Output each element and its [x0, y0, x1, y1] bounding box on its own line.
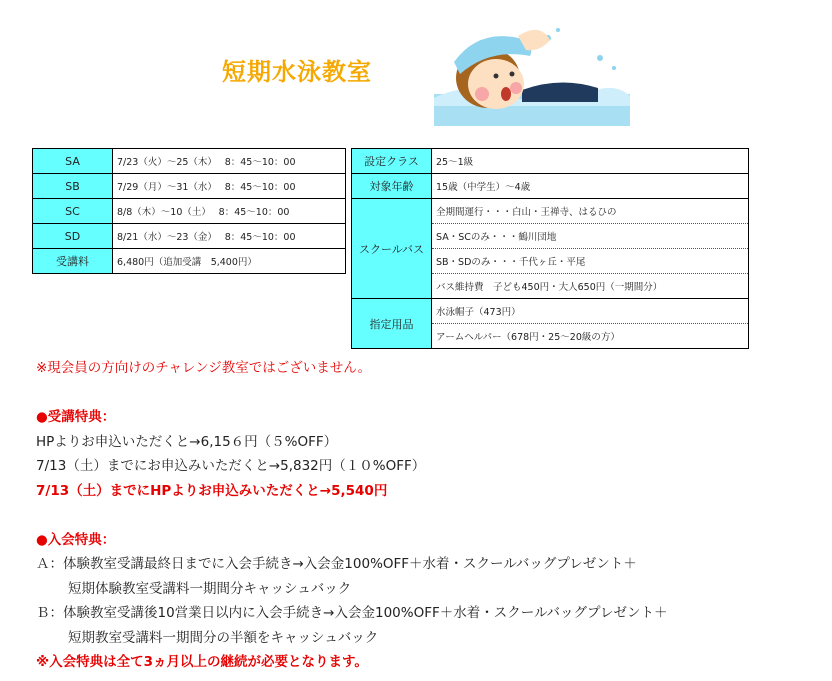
session-label: SD — [33, 224, 113, 249]
table-row — [33, 174, 346, 199]
bus-item: 全期間運行・・・白山・王禅寺、はるひの — [432, 199, 749, 224]
goods-item: 水泳帽子（473円） — [432, 299, 749, 324]
table-row — [352, 199, 749, 224]
fee-label: 受講料 — [33, 249, 113, 274]
join-title: ●入会特典： — [36, 531, 116, 548]
notes-section — [36, 356, 668, 675]
class-label: 設定クラス — [352, 149, 432, 174]
page-title: 短期水泳教室 — [222, 58, 372, 86]
table-row — [352, 149, 749, 174]
bus-item: バス維持費 子ども450円・大人650円（一期間分） — [432, 274, 749, 299]
spacer — [36, 381, 668, 406]
table-row — [33, 199, 346, 224]
join-item: 短期教室受講料一期間分の半額をキャッシュバック — [68, 629, 379, 646]
fee-value: 6,480円（追加受講 5,400円） — [113, 249, 346, 274]
bus-item: SB・SDのみ・・・千代ヶ丘・平尾 — [432, 249, 749, 274]
join-item: 短期体験教室受講料一期間分キャッシュバック — [68, 580, 352, 597]
benefit-title: ●受講特典： — [36, 409, 116, 425]
info-table — [351, 148, 749, 349]
bus-item: SA・SCのみ・・・鶴川団地 — [432, 224, 749, 249]
table-row — [352, 174, 749, 199]
session-label: SC — [33, 199, 113, 224]
table-row — [352, 299, 749, 324]
benefit-item: 7/13（土）までにお申込みいただくと→5,832円（１０%OFF） — [36, 458, 426, 474]
session-label: SB — [33, 174, 113, 199]
table-row — [33, 224, 346, 249]
join-note: ※入会特典は全て3ヵ月以上の継続が必要となります。 — [36, 654, 368, 670]
benefit-item-highlight: 7/13（土）までにHPよりお申込みいただくと→5,540円 — [36, 482, 388, 499]
join-item: Ｂ：体験教室受講後10営業日以内に入会手続き→入会金100%OFF＋水着・スクールバッグプレゼント＋ — [36, 605, 668, 621]
session-date: 8/8（木）～10（土） 8：45～10：00 — [113, 199, 346, 224]
session-date: 7/23（火）～25（木） 8：45～10：00 — [113, 149, 346, 174]
session-date: 7/29（月）～31（水） 8：45～10：00 — [113, 174, 346, 199]
class-value: 25～1級 — [432, 149, 749, 174]
benefit-item: HPよりお申込いただくと→6,15６円（５%OFF） — [36, 433, 338, 450]
table-row — [33, 249, 346, 274]
bus-label: スクールバス — [352, 199, 432, 299]
table-row — [33, 149, 346, 174]
goods-item: アームヘルパー（678円・25～20級の方） — [432, 324, 749, 349]
spacer — [36, 503, 668, 528]
age-value: 15歳（中学生）～4歳 — [432, 174, 749, 199]
session-date: 8/21（水）～23（金） 8：45～10：00 — [113, 224, 346, 249]
notice-text: ※現会員の方向けのチャレンジ教室ではございません。 — [36, 360, 372, 376]
schedule-table — [32, 148, 346, 274]
session-label: SA — [33, 149, 113, 174]
goods-label: 指定用品 — [352, 299, 432, 349]
swimmer-illustration — [430, 18, 635, 130]
join-item: Ａ：体験教室受講最終日までに入会手続き→入会金100%OFF＋水着・スクールバッグプレゼント＋ — [36, 556, 637, 572]
age-label: 対象年齢 — [352, 174, 432, 199]
